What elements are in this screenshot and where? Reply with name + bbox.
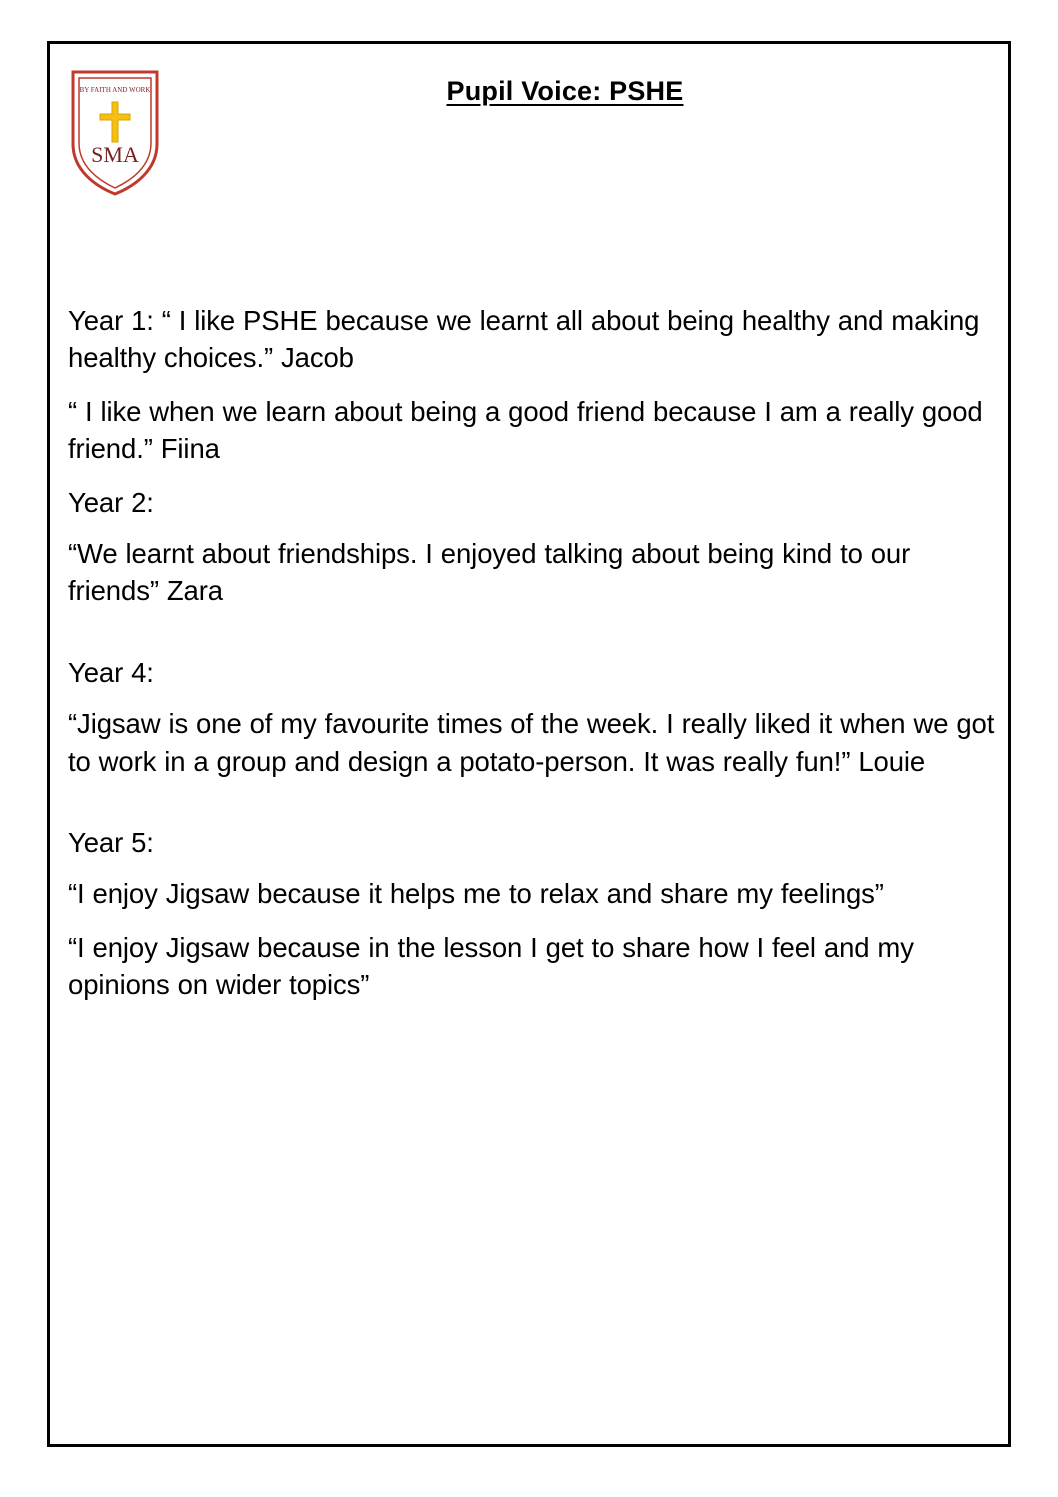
- paragraph-year1-quote-fiina: “ I like when we learn about being a good friend because I am a really good friend.” Fiina: [68, 395, 983, 465]
- paragraph-year4-quote-louie: “Jigsaw is one of my favourite times of the week. I really liked it when we got to work in a group and design a potato-person. It was really fun!” Louie: [68, 708, 995, 777]
- svg-text:BY FAITH AND WORK: BY FAITH AND WORK: [79, 86, 151, 94]
- school-crest-icon: [63, 62, 167, 202]
- paragraph-year1-quote-jacob: Year 1: “ I like PSHE because we learnt all about being healthy and making healthy choices.” Jacob: [68, 305, 980, 374]
- paragraph-year4-heading: Year 4:: [68, 656, 154, 688]
- paragraph-year5-heading: Year 5:: [68, 826, 154, 858]
- paragraph-year2-quote-zara: “We learnt about friendships. I enjoyed talking about being kind to our friends” Zara: [68, 537, 911, 607]
- paragraph-year2-heading: Year 2:: [68, 486, 154, 518]
- page-title: Pupil Voice: PSHE: [446, 76, 684, 106]
- svg-text:SMA: SMA: [91, 142, 139, 167]
- document-body: [68, 302, 998, 1019]
- paragraph-year5-quote-1: “I enjoy Jigsaw because it helps me to relax and share my feelings”: [68, 878, 884, 910]
- document-page: [47, 41, 1011, 1447]
- paragraph-year5-quote-2: “I enjoy Jigsaw because in the lesson I get to share how I feel and my opinions on wider topics”: [68, 931, 914, 1001]
